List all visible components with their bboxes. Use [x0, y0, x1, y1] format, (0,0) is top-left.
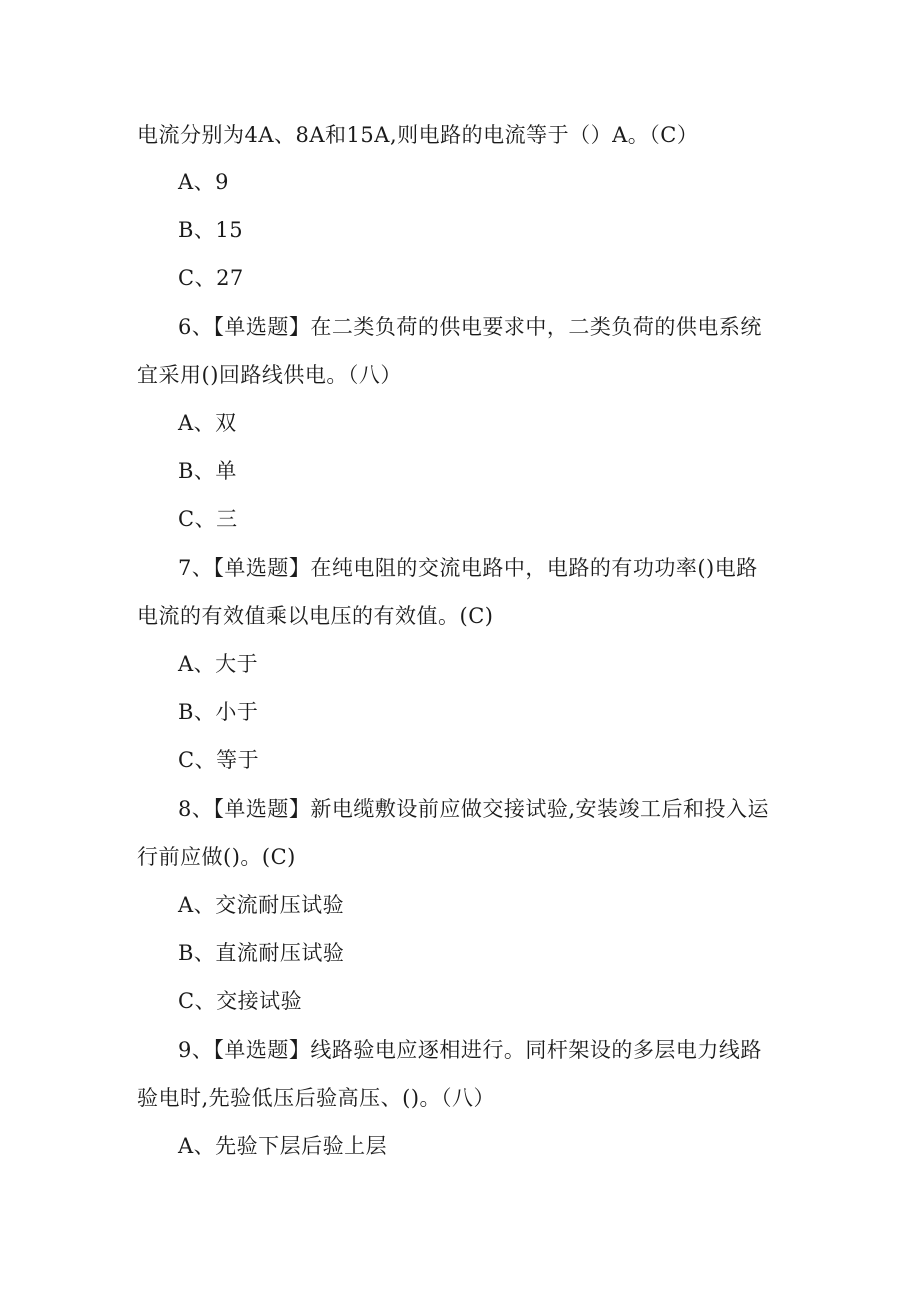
- question-8-line-1: 8、【单选题】新电缆敷设前应做交接试验,安装竣工后和投入运: [178, 797, 770, 821]
- question-7-line-1: 7、【单选题】在纯电阻的交流电路中，电路的有功功率()电路: [178, 556, 758, 580]
- q6-option-a: A、双: [178, 411, 237, 435]
- question-6-line-2: 宜采用()回路线供电。（八）: [137, 363, 402, 387]
- q8-option-c: C、交接试验: [178, 989, 303, 1013]
- q7-option-a: A、大于: [178, 652, 259, 676]
- q7-option-c: C、等于: [178, 748, 260, 772]
- q5-option-a: A、9: [178, 170, 230, 194]
- q5-option-b: B、15: [178, 218, 244, 242]
- question-7-line-2: 电流的有效值乘以电压的有效值。(C): [137, 604, 494, 628]
- q5-option-c: C、27: [178, 266, 244, 290]
- q8-option-a: A、交流耐压试验: [178, 893, 345, 917]
- question-8-line-2: 行前应做()。(C): [137, 845, 296, 869]
- question-9-line-2: 验电时,先验低压后验高压、()。（八）: [137, 1086, 496, 1110]
- question-6-line-1: 6、【单选题】在二类负荷的供电要求中，二类负荷的供电系统: [178, 315, 762, 339]
- q7-option-b: B、小于: [178, 700, 259, 724]
- question-9-line-1: 9、【单选题】线路验电应逐相进行。同杆架设的多层电力线路: [178, 1038, 762, 1062]
- q6-option-c: C、三: [178, 507, 238, 531]
- q8-option-b: B、直流耐压试验: [178, 941, 345, 965]
- question-5-continuation: 电流分别为4A、8A和15A,则电路的电流等于（）A。（C）: [137, 123, 699, 147]
- q6-option-b: B、单: [178, 459, 237, 483]
- q9-option-a: A、先验下层后验上层: [178, 1134, 388, 1158]
